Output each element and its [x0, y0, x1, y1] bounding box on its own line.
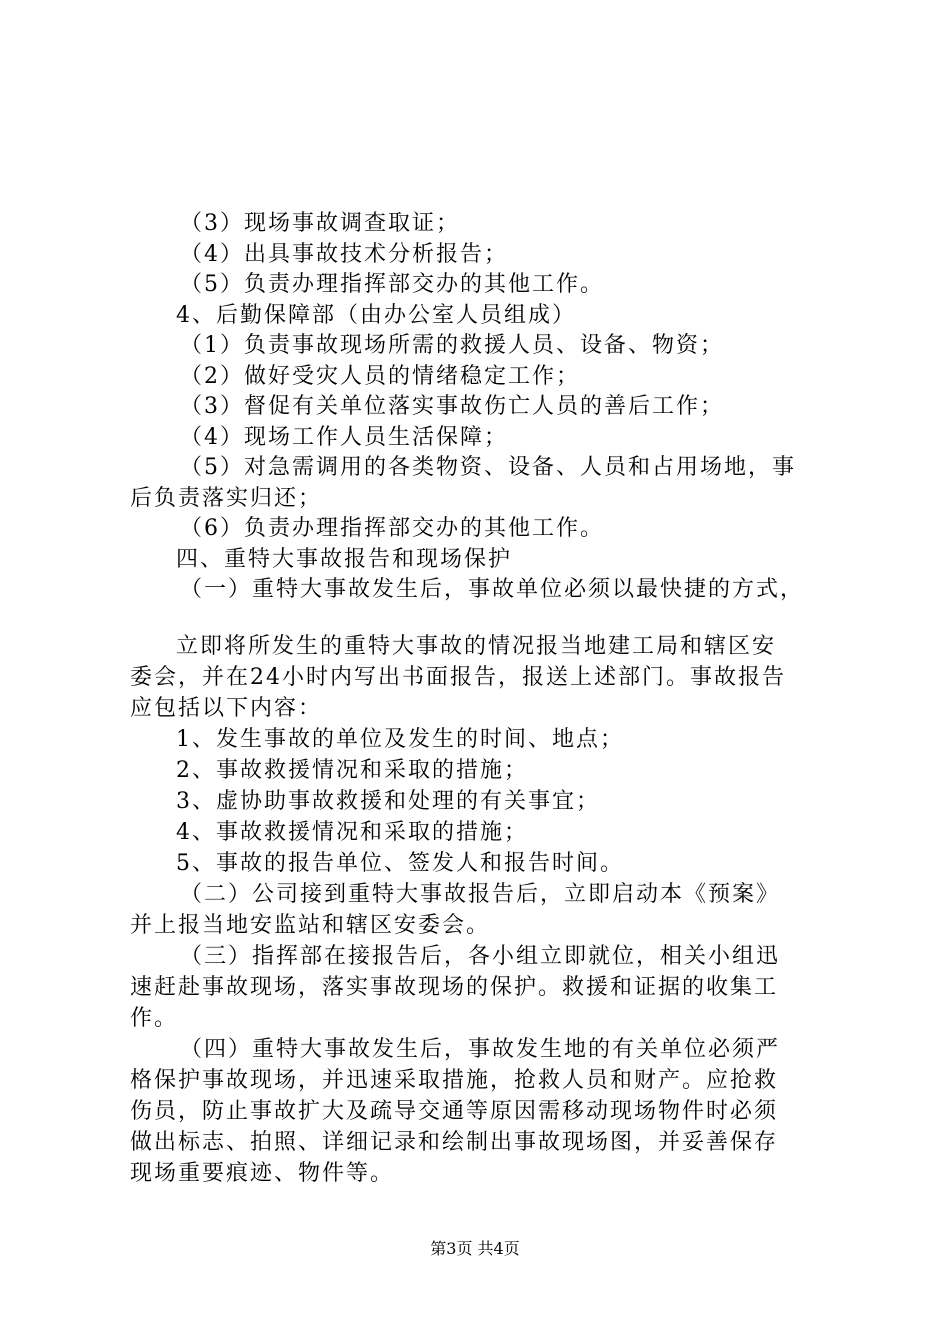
- text-line: （5）对急需调用的各类物资、设备、人员和占用场地，事: [180, 455, 796, 480]
- text-line: 速赶赴事故现场，落实事故现场的保护。救援和证据的收集工: [130, 975, 779, 1000]
- text-line: （4）现场工作人员生活保障；: [180, 425, 508, 450]
- list-item: 4、事故救援情况和采取的措施；: [176, 820, 528, 845]
- text-line: 委会，并在24小时内写出书面报告，报送上述部门。事故报告: [130, 665, 786, 690]
- text-line: （3）督促有关单位落实事故伤亡人员的善后工作；: [180, 394, 724, 419]
- list-item: 5、事故的报告单位、签发人和报告时间。: [176, 851, 624, 876]
- text-line: （3）现场事故调查取证；: [180, 211, 460, 236]
- text-line: （4）出具事故技术分析报告；: [180, 242, 508, 267]
- text-line: 现场重要痕迹、物件等。: [130, 1161, 395, 1186]
- text-line: 格保护事故现场，并迅速采取措施，抢救人员和财产。应抢救: [130, 1068, 779, 1093]
- list-item: 1、发生事故的单位及发生的时间、地点；: [176, 727, 624, 752]
- text-line: （5）负责办理指挥部交办的其他工作。: [180, 272, 604, 297]
- text-line: 做出标志、拍照、详细记录和绘制出事故现场图，并妥善保存: [130, 1130, 779, 1155]
- text-line: 应包括以下内容：: [130, 696, 323, 721]
- text-line: （1）负责事故现场所需的救援人员、设备、物资；: [180, 333, 724, 358]
- list-item: 2、事故救援情况和采取的措施；: [176, 758, 528, 783]
- text-line: （6）负责办理指挥部交办的其他工作。: [180, 516, 604, 541]
- page-number-label: 第3页 共4页: [430, 1239, 520, 1258]
- text-line: 后负责落实归还；: [130, 486, 323, 511]
- text-line: 并上报当地安监站和辖区安委会。: [130, 913, 491, 938]
- text-line: 伤员，防止事故扩大及疏导交通等原因需移动现场物件时必须: [130, 1099, 779, 1124]
- text-line: （二）公司接到重特大事故报告后，立即启动本《预案》: [180, 882, 781, 907]
- text-line: 立即将所发生的重特大事故的情况报当地建工局和辖区安: [176, 634, 777, 659]
- list-item: 3、虚协助事故救援和处理的有关事宜；: [176, 789, 600, 814]
- text-line: 作。: [130, 1006, 179, 1031]
- page-footer: [0, 1238, 950, 1260]
- text-line: （三）指挥部在接报告后，各小组立即就位，相关小组迅: [180, 944, 781, 969]
- text-line: （2）做好受灾人员的情绪稳定工作；: [180, 364, 580, 389]
- text-line: （一）重特大事故发生后，事故单位必须以最快捷的方式，: [180, 577, 805, 602]
- section-heading: 4、后勤保障部（由办公室人员组成）: [176, 303, 576, 328]
- section-heading: 四、重特大事故报告和现场保护: [176, 547, 513, 572]
- text-line: （四）重特大事故发生后，事故发生地的有关单位必须严: [180, 1037, 781, 1062]
